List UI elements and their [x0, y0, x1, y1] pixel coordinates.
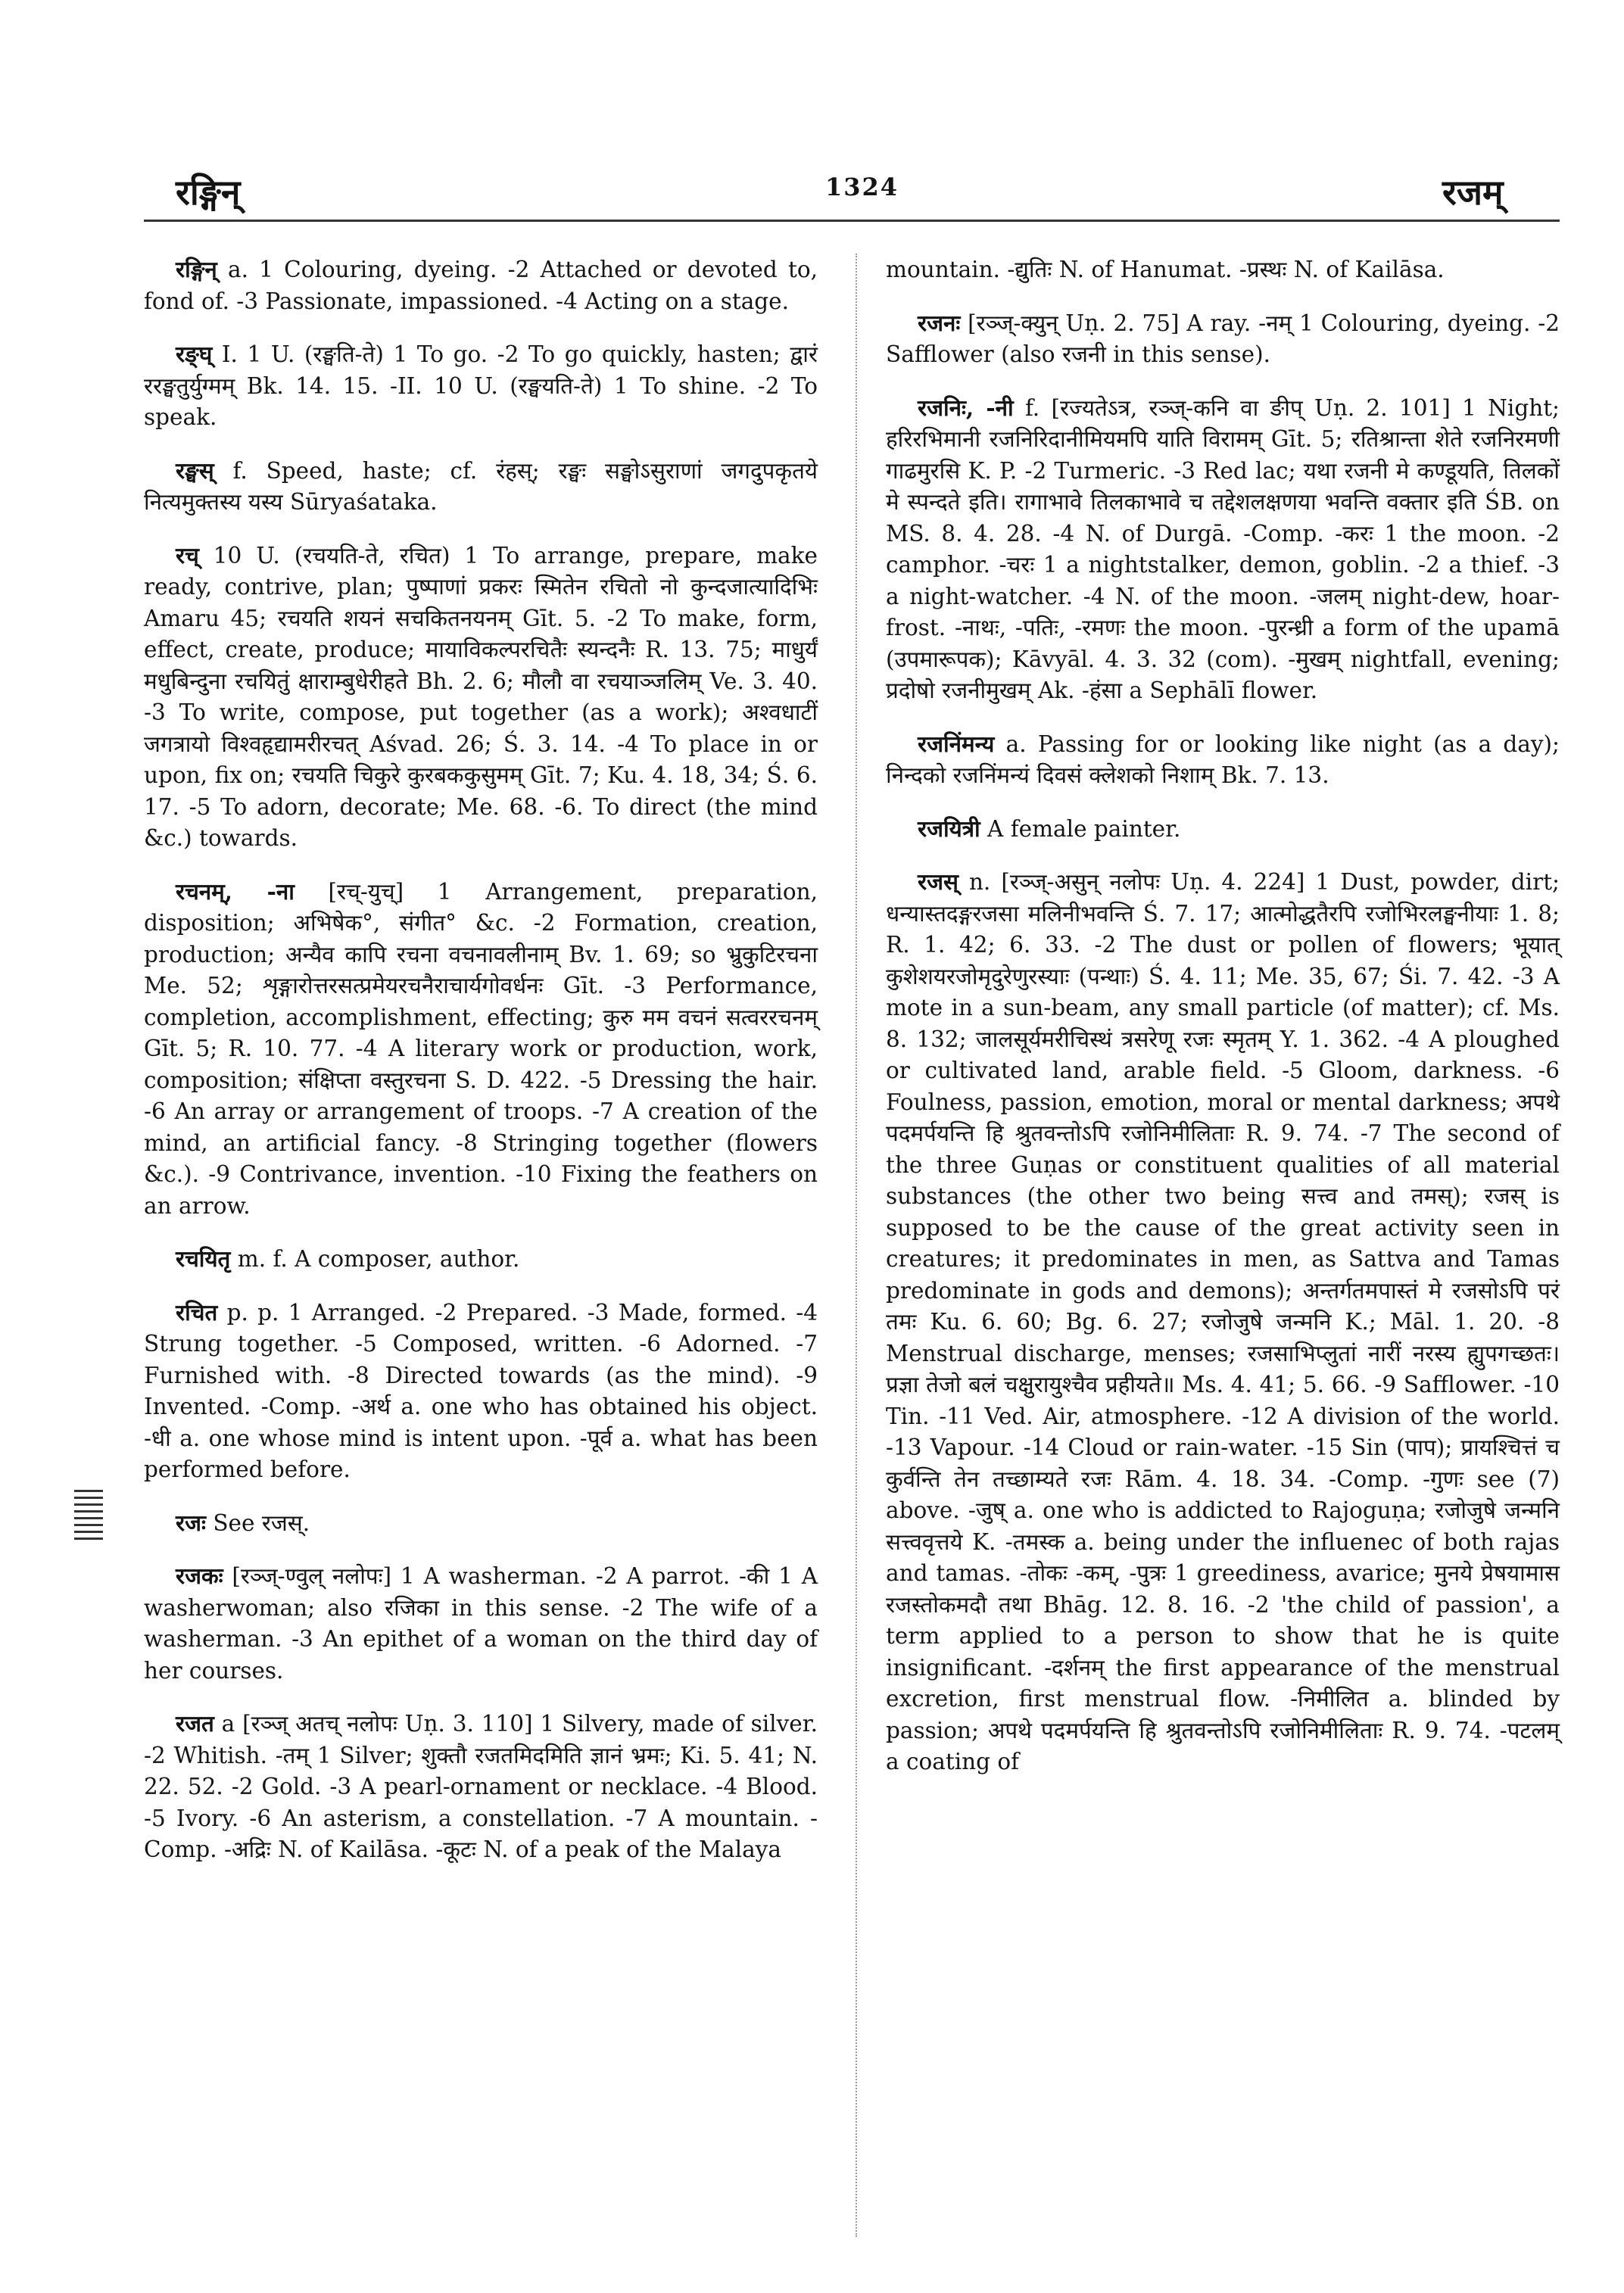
headword: रजः: [176, 1509, 206, 1536]
entry: [886, 392, 1560, 707]
entry: [144, 1507, 818, 1540]
entry: [144, 540, 818, 855]
headword: रच्: [176, 541, 199, 569]
headword: रजत: [176, 1710, 214, 1737]
left-column: [144, 254, 818, 1887]
definition: f. [रज्यतेऽत्र, रञ्ज्-कनि वा ङीप् Uṇ. 2. 101] 1 Night; हरिरभिमानी रजनिरिदानीमियमपि याति विरामम् Gīt. 5; रतिश्रान्ता शेते रजनिरमणी गाढमुरसि K. P. -2 Turmeric. -3 Red lac; यथा रजनी मे कण्डूयति, तिलकों मे स्पन्दते इति। रागाभावे तिलकाभावे च तद्देशलक्षणया भवन्ति वक्तार इति ŚB. on MS. 8. 4. 28. -4 N. of Durgā. -Comp. -करः 1 the moon. -2 camphor. -चरः 1 a nightstalker, demon, goblin. -2 a thief. -3 a night-watcher. -4 N. of the moon. -जलम् night-dew, hoar-frost. -नाथः, -पतिः, -रमणः the moon. -पुरन्ध्री a form of the upamā (उपमारूपक); Kāvyāl. 4. 3. 32 (com). -मुखम् nightfall, evening; प्रदोषो रजनीमुखम् Ak. -हंसा a Sephālī flower.: [886, 394, 1560, 703]
headword: रङ्गिन्: [176, 256, 217, 282]
headword: रजकः: [176, 1562, 223, 1589]
headword: रजस्: [918, 868, 959, 895]
definition: f. Speed, haste; cf. रंहस्; रङ्घः सङ्घोऽसुराणां जगदुपकृतये नित्यमुक्तस्य यस्य Sūryaśataka.: [144, 457, 818, 515]
headword: रजनिः, -नी: [918, 394, 1014, 421]
definition: [रच्-युच्] 1 Arrangement, preparation, disposition; अभिषेक°, संगीत° &c. -2 Formation, creation, production; अन्यैव कापि रचना वचनावलीनाम् Bv. 1. 69; so भ्रुकुटिरचना Me. 52; शृङ्गारोत्तरसत्प्रमेयरचनैराचार्यगोवर्धनः Gīt. -3 Performance, completion, accomplishment, effecting; कुरु मम वचनं सत्वररचनम् Gīt. 5; R. 10. 77. -4 A literary work or production, work, composition; संक्षिप्ता वस्तुरचना S. D. 422. -5 Dressing the hair. -6 An array or arrangement of troops. -7 A creation of the mind, an artificial fancy. -8 Stringing together (flowers &c.). -9 Contrivance, invention. -10 Fixing the feathers on an arrow.: [144, 878, 818, 1219]
header-rule: [144, 220, 1560, 222]
entry: [144, 254, 818, 317]
headword: रजनः: [918, 309, 961, 336]
entry: [886, 813, 1560, 846]
page-number: 1324: [825, 173, 899, 201]
definition: a. Passing for or looking like night (as a day); निन्दको रजनिंमन्यं दिवसं क्लेशको निशाम् Bk. 7. 13.: [886, 731, 1560, 788]
definition: n. [रञ्ज्-असुन् नलोपः Uṇ. 4. 224] 1 Dust, powder, dirt; धन्यास्तदङ्गरजसा मलिनीभवन्ति Ś. 7. 17; आत्मोद्धतैरपि रजोभिरलङ्घनीयाः 1. 8; R. 1. 42; 6. 33. -2 The dust or pollen of flowers; भूयात् कुशेशयरजोमृदुरेणुरस्याः (पन्थाः) Ś. 4. 11; Me. 35, 67; Śi. 7. 42. -3 A mote in a sun-beam, any small particle (of matter); cf. Ms. 8. 132; जालसूर्यमरीचिस्थं त्रसरेणू रजः स्मृतम् Y. 1. 362. -4 A ploughed or cultivated land, arable field. -5 Gloom, darkness. -6 Foulness, passion, emotion, moral or mental darkness; अपथे पदमर्पयन्ति हि श्रुतवन्तोऽपि रजोनिमीलिताः R. 9. 74. -7 The second of the three Guṇas or constituent qualities of all material substances (the other two being सत्त्व and तमस्); रजस् is supposed to be the cause of the great activity seen in creatures; it predominates in men, as Sattva and Tamas predominate in gods and demons); अन्तर्गतमपास्तं मे रजसोऽपि परं तमः Ku. 6. 60; Bg. 6. 27; रजोजुषे जन्मनि K.; Māl. 1. 20. -8 Menstrual discharge, menses; रजसाभिप्लुतां नारीं नरस्य ह्युपगच्छतः। प्रज्ञा तेजो बलं चक्षुरायुश्चैव प्रहीयते॥ Ms. 4. 41; 5. 66. -9 Safflower. -10 Tin. -11 Ved. Air, atmosphere. -12 A division of the world. -13 Vapour. -14 Cloud or rain-water. -15 Sin (पाप); प्रायश्चित्तं च कुर्वन्ति तेन तच्छाम्यते रजः Rām. 4. 18. 34. -Comp. -गुणः see (7) above. -जुष् a. one who is addicted to Rajoguṇa; रजोजुषे जन्मनि सत्त्ववृत्तये K. -तमस्क a. being under the influenec of both rajas and tamas. -तोकः -कम्, -पुत्रः 1 greediness, avarice; मुनये प्रेषयामास रजस्तोकमदौ तथा Bhāg. 12. 8. 16. -2 'the child of passion', a term applied to a person to show that he is quite insignificant. -दर्शनम् the first appearance of the menstrual excretion, first menstrual flow. -निमीलित a. blinded by passion; अपथे पदमर्पयन्ति हि श्रुतवन्तोऽपि रजोनिमीलिताः R. 9. 74. -पटलम् a coating of: [886, 869, 1560, 1774]
entry: [144, 876, 818, 1223]
entry: [144, 338, 818, 434]
entry: [144, 1297, 818, 1486]
entry: [144, 1560, 818, 1687]
definition: A female painter.: [987, 815, 1181, 842]
entry-continuation: [886, 254, 1560, 286]
definition: a [रञ्ज् अतच् नलोपः Uṇ. 3. 110] 1 Silvery, made of silver. -2 Whitish. -तम् 1 Silver; शुक्तौ रजतमिदमिति ज्ञानं भ्रमः; Ki. 5. 41; N. 22. 52. -2 Gold. -3 A pearl-ornament or necklace. -4 Blood. -5 Ivory. -6 An asterism, a constellation. -7 A mountain. -Comp. -अद्रिः N. of Kailāsa. -कूटः N. of a peak of the Malaya: [144, 1711, 818, 1862]
entry: [144, 1708, 818, 1866]
right-guide-word: रजम्: [1442, 172, 1504, 213]
column-divider: [856, 254, 857, 2237]
page-header: [0, 0, 1624, 213]
left-guide-word: रङ्गिन्: [176, 172, 241, 213]
definition: 10 U. (रचयति-ते, रचित) 1 To arrange, prepare, make ready, contrive, plan; पुष्पाणां प्रकरः स्मितेन रचितो नो कुन्दजात्यादिभिः Amaru 45; रचयति शयनं सचकितनयनम् Gīt. 5. -2 To make, form, effect, create, produce; मायाविकल्परचितैः स्यन्दनैः R. 13. 75; माधुर्यं मधुबिन्दुना रचयितुं क्षाराम्बुधेरीहते Bh. 2. 6; मौलौ वा रचयाञ्जलिम् Ve. 3. 40. -3 To write, compose, put together (as a work); अश्वधाटीं जगत्रायो विश्वहृद्यामरीरचत् Aśvad. 26; Ś. 3. 14. -4 To place in or upon, fix on; रचयति चिकुरे कुरबककुसुमम् Gīt. 7; Ku. 4. 18, 34; Ś. 6. 17. -5 To adorn, decorate; Me. 68. -6. To direct (the mind &c.) towards.: [144, 542, 818, 851]
definition: mountain. -द्युतिः N. of Hanumat. -प्रस्थः N. of Kailāsa.: [886, 257, 1445, 282]
entry: [144, 1243, 818, 1276]
margin-mark: [74, 1490, 103, 1541]
definition: [रञ्ज्-क्युन् Uṇ. 2. 75] A ray. -नम् 1 Colouring, dyeing. -2 Safflower (also रजनी in this sense).: [886, 310, 1560, 367]
entry: [144, 455, 818, 519]
headword: रचित: [176, 1298, 218, 1326]
headword: रचनम्, -ना: [176, 877, 295, 905]
definition: [रञ्ज्-ण्वुल् नलोपः] 1 A washerman. -2 A parrot. -की 1 A washerwoman; also रजिका in this sense. -2 The wife of a washerman. -3 An epithet of a woman on the third day of her courses.: [144, 1563, 818, 1684]
headword: रङ्घ्: [176, 341, 213, 367]
entry: [886, 866, 1560, 1778]
headword: रजनिंमन्य: [918, 730, 995, 757]
definition: a. 1 Colouring, dyeing. -2 Attached or devoted to, fond of. -3 Passionate, impassioned. -4 Acting on a stage.: [144, 257, 818, 314]
headword: रजयित्री: [918, 815, 980, 842]
definition: p. p. 1 Arranged. -2 Prepared. -3 Made, formed. -4 Strung together. -5 Composed, written. -6 Adorned. -7 Furnished with. -8 Directed towards (as the mind). -9 Invented. -Comp. -अर्थ a. one who has obtained his object. -धी a. one whose mind is intent upon. -पूर्व a. what has been performed before.: [144, 1299, 818, 1482]
headword: रचयितृ: [176, 1245, 231, 1272]
entry: [886, 307, 1560, 371]
definition: m. f. A composer, author.: [237, 1246, 520, 1272]
right-column: [886, 254, 1560, 1799]
headword: रङ्घस्: [176, 456, 214, 484]
definition: See रजस्.: [213, 1509, 310, 1536]
entry: [886, 728, 1560, 792]
definition: I. 1 U. (रङ्घति-ते) 1 To go. -2 To go quickly, hasten; द्वारं ररङ्घतुर्युग्मम् Bk. 14. 15. -II. 10 U. (रङ्घयति-ते) 1 To shine. -2 To speak.: [144, 341, 818, 430]
